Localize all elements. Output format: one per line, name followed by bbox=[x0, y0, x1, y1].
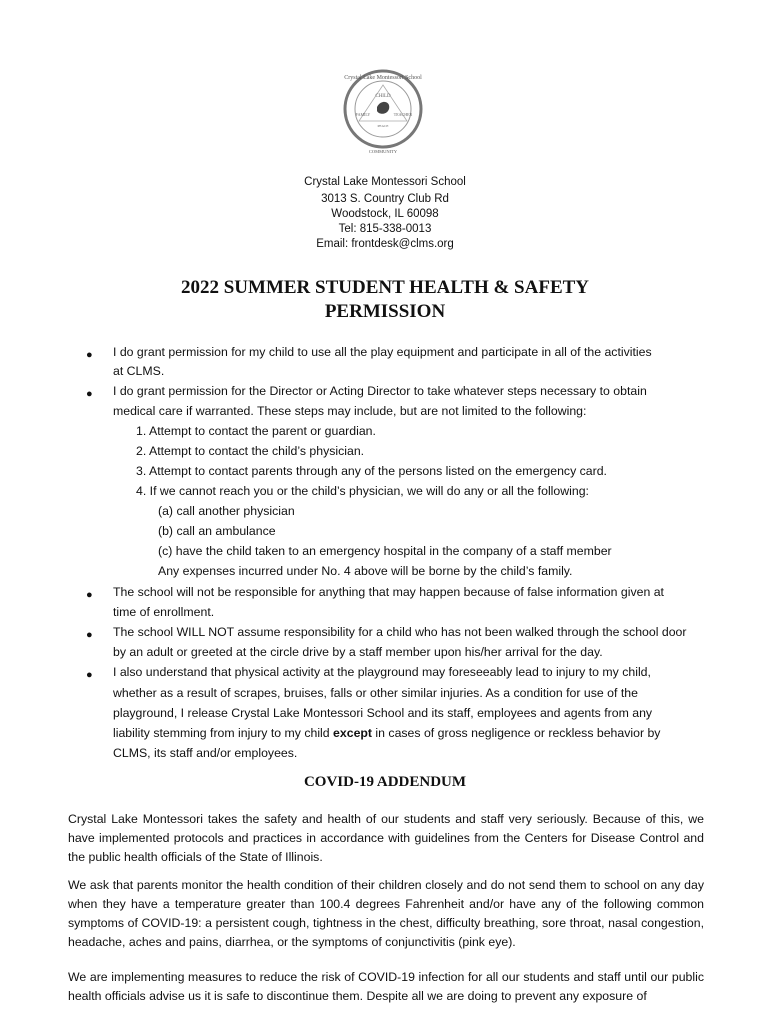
list-item: at CLMS. bbox=[113, 364, 165, 378]
lettered-item: (a) call another physician bbox=[158, 504, 295, 518]
expenses-note: Any expenses incurred under No. 4 above will be borne by the child’s family. bbox=[158, 564, 573, 578]
school-name: Crystal Lake Montessori School bbox=[304, 176, 466, 188]
list-item: I do grant permission for the Director or Acting Director to take whatever steps necessary to obtain bbox=[113, 384, 647, 398]
logo-center-left: FAMILY bbox=[355, 112, 371, 117]
numbered-item: 2. Attempt to contact the child’s physician. bbox=[136, 444, 365, 458]
lettered-item: (b) call an ambulance bbox=[158, 524, 276, 538]
list-item bbox=[113, 723, 660, 743]
covid-paragraph-2: We ask that parents monitor the health condition of their children closely and do not send them to school on any day when they have a temperature greater than 100.4 degrees Fahrenheit and/or have any of the following common symptoms of COVID-19: a persistent cough, tightness in the chest, difficulty breathing, sore throat, nasal congestion, headache, aches and pains, diarrhea, or the symptoms of conjunctivitis (pink eye). bbox=[68, 878, 704, 949]
address-line-1: 3013 S. Country Club Rd bbox=[321, 193, 449, 205]
title-line-1: 2022 SUMMER STUDENT HEALTH & SAFETY bbox=[180, 277, 590, 298]
list-item: The school will not be responsible for anything that may happen because of false information given at bbox=[113, 585, 664, 599]
list-item: The school WILL NOT assume responsibility for a child who has not been walked through the school door bbox=[113, 625, 687, 639]
lettered-item: (c) have the child taken to an emergency hospital in the company of a staff member bbox=[158, 544, 612, 558]
list-item: I do grant permission for my child to use all the play equipment and participate in all of the activities bbox=[113, 345, 652, 359]
covid-heading: COVID-19 ADDENDUM bbox=[303, 774, 467, 790]
list-item: whether as a result of scrapes, bruises, falls or other similar injuries. As a condition for use of the bbox=[113, 686, 638, 700]
email: Email: frontdesk@clms.org bbox=[316, 238, 454, 250]
numbered-item: 3. Attempt to contact parents through any of the persons listed on the emergency card. bbox=[136, 464, 607, 478]
list-item: I also understand that physical activity at the playground may foreseeably lead to injury to my child, bbox=[113, 665, 651, 679]
telephone: Tel: 815-338-0013 bbox=[338, 223, 432, 235]
list-item: by an adult or greeted at the circle drive by a staff member upon his/her arrival for the day. bbox=[113, 645, 603, 659]
numbered-item: 1. Attempt to contact the parent or guardian. bbox=[136, 424, 376, 438]
list-item: playground, I release Crystal Lake Montessori School and its staff, employees and agents from any bbox=[113, 706, 653, 720]
title-line-2: PERMISSION bbox=[324, 301, 446, 322]
bullet-dot: ● bbox=[86, 589, 93, 601]
address-line-2: Woodstock, IL 60098 bbox=[331, 208, 439, 220]
bullet-dot: ● bbox=[86, 669, 93, 681]
emphasis-except: except bbox=[333, 726, 373, 740]
bullet-dot: ● bbox=[86, 349, 93, 361]
list-item: medical care if warranted. These steps may include, but are not limited to the following: bbox=[113, 404, 587, 418]
bullet-dot: ● bbox=[86, 388, 93, 400]
logo-ring-text: Crystal Lake Montessori School bbox=[344, 75, 422, 81]
page-title bbox=[0, 276, 770, 324]
logo-center-right: TEACHER bbox=[393, 112, 413, 117]
list-item: time of enrollment. bbox=[113, 605, 215, 619]
text-run: liability stemming from injury to my child bbox=[113, 726, 334, 740]
school-logo bbox=[333, 69, 433, 157]
list-item: CLMS, its staff and/or employees. bbox=[113, 746, 298, 760]
logo-center-bottom: PEACE bbox=[377, 124, 389, 128]
numbered-item: 4. If we cannot reach you or the child’s physician, we will do any or all the following: bbox=[136, 484, 589, 498]
bullet-dot: ● bbox=[86, 629, 93, 641]
covid-paragraph-1: Crystal Lake Montessori takes the safety and health of our students and staff very seriously. Because of this, we have implemented protocols and practices in accordance with guidelines from the Centers for Disease Control and the public health officials of the State of Illinois. bbox=[68, 812, 704, 864]
text-run: in cases of gross negligence or reckless behavior by bbox=[372, 726, 661, 740]
logo-ring-bottom: COMMUNITY bbox=[368, 149, 398, 154]
logo-center-top: CHILD bbox=[375, 94, 391, 99]
covid-paragraph-3: We are implementing measures to reduce the risk of COVID-19 infection for all our students and staff until our public health officials advise us it is safe to discontinue them. Despite all we are doing to prevent any exposure of bbox=[68, 970, 704, 1003]
